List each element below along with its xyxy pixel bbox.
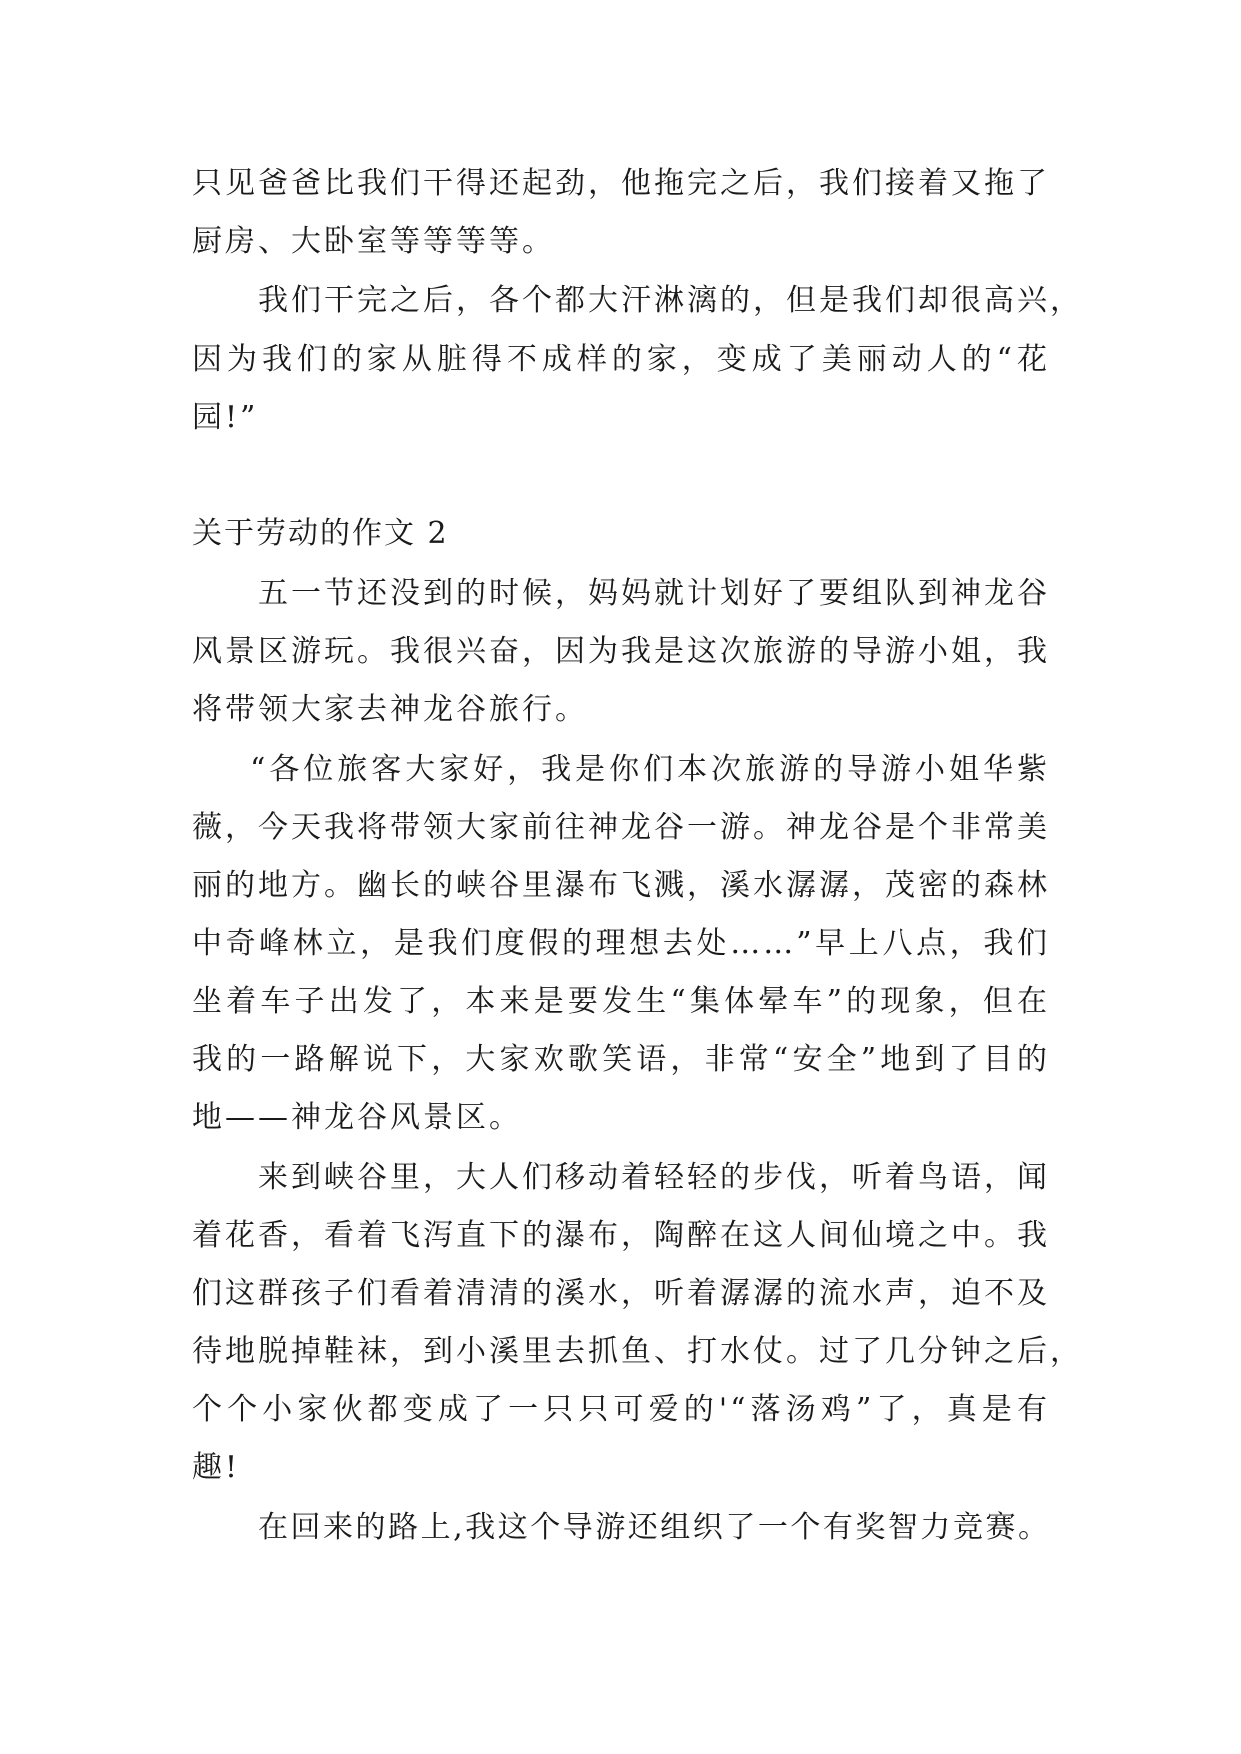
paragraph-line: 丽的地方。幽长的峡谷里瀑布飞溅，溪水潺潺，茂密的森林 [192, 868, 1050, 903]
paragraph-line: 待地脱掉鞋袜，到小溪里去抓鱼、打水仗。过了几分钟之后， [192, 1334, 1083, 1369]
paragraph-line: 因为我们的家从脏得不成样的家，变成了美丽动人的“花 [192, 342, 1050, 377]
paragraph-line: 薇，今天我将带领大家前往神龙谷一游。神龙谷是个非常美 [192, 810, 1050, 845]
paragraph-line: 我的一路解说下，大家欢歌笑语，非常“安全”地到了目的 [192, 1042, 1050, 1077]
section-heading: 关于劳动的作文 2 [192, 516, 449, 551]
paragraph-line: 中奇峰林立，是我们度假的理想去处……”早上八点，我们 [192, 926, 1050, 961]
paragraph-line: 厨房、大卧室等等等等。 [192, 224, 555, 259]
paragraph-line: 坐着车子出发了，本来是要发生“集体晕车”的现象，但在 [192, 984, 1050, 1019]
paragraph-line: 园!” [192, 400, 259, 435]
paragraph-line: 们这群孩子们看着清清的溪水，听着潺潺的流水声，迫不及 [192, 1276, 1050, 1311]
paragraph-line: 地——神龙谷风景区。 [192, 1100, 522, 1135]
paragraph-line: 只见爸爸比我们干得还起劲，他拖完之后，我们接着又拖了 [192, 166, 1050, 201]
paragraph-line: 来到峡谷里，大人们移动着轻轻的步伐，听着鸟语，闻 [258, 1160, 1050, 1195]
paragraph-line: 五一节还没到的时候，妈妈就计划好了要组队到神龙谷 [258, 576, 1050, 611]
paragraph-line: 风景区游玩。我很兴奋，因为我是这次旅游的导游小姐，我 [192, 634, 1050, 669]
paragraph-line: 个个小家伙都变成了一只只可爱的'“落汤鸡”了，真是有 [192, 1392, 1050, 1427]
paragraph-line: “各位旅客大家好，我是你们本次旅游的导游小姐华紫 [250, 752, 1050, 787]
paragraph-line: 将带领大家去神龙谷旅行。 [192, 692, 588, 727]
paragraph-line: 我们干完之后，各个都大汗淋漓的，但是我们却很高兴， [258, 283, 1083, 318]
paragraph-line: 着花香，看着飞泻直下的瀑布，陶醉在这人间仙境之中。我 [192, 1218, 1050, 1253]
paragraph-line: 在回来的路上,我这个导游还组织了一个有奖智力竞赛。 [258, 1510, 1050, 1545]
paragraph-line: 趣! [192, 1450, 241, 1485]
